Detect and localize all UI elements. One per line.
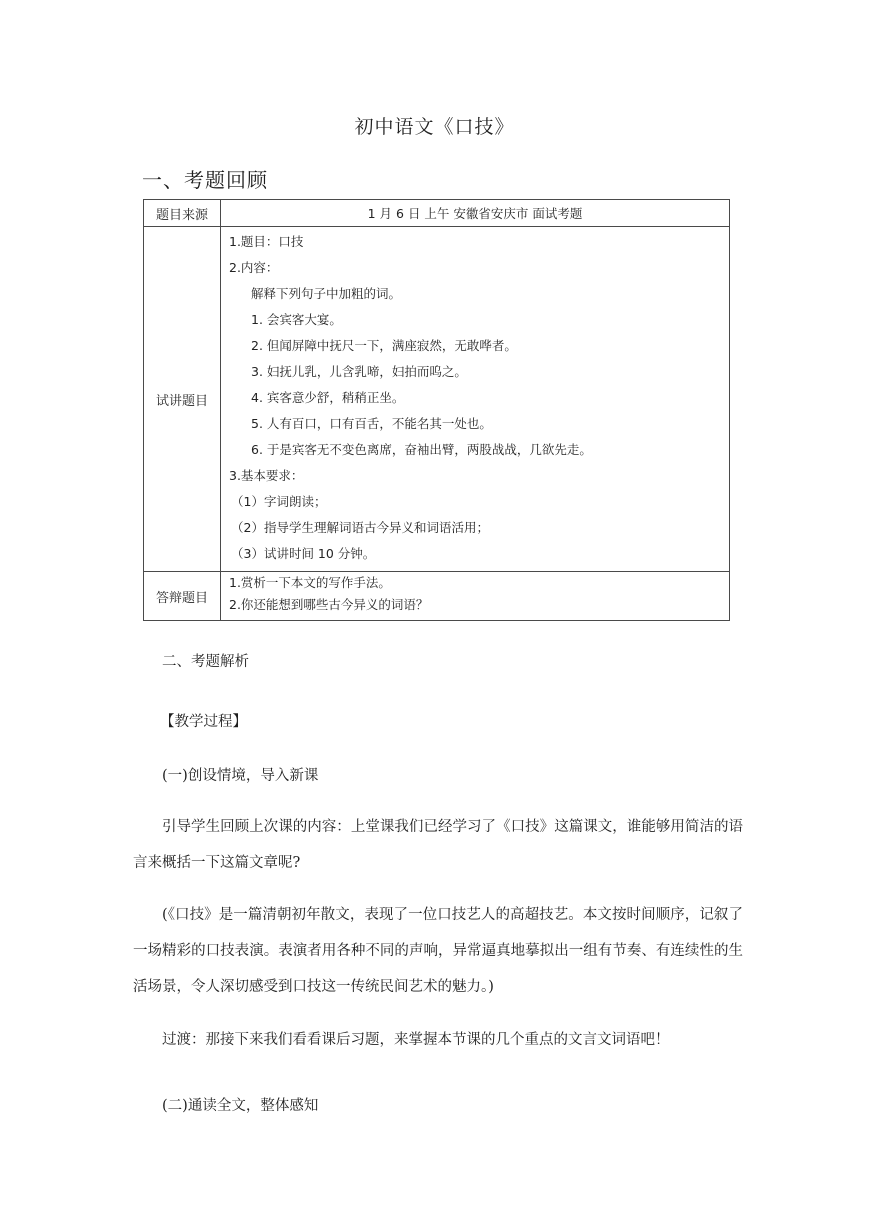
lecture-line: 3. 妇抚儿乳，儿含乳啼，妇拍而呜之。 <box>251 364 467 379</box>
lecture-line: 1. 会宾客大宴。 <box>251 312 342 327</box>
lecture-line: （1）字词朗读； <box>231 494 327 509</box>
paragraph-one-text: 引导学生回顾上次课的内容：上堂课我们已经学习了《口技》这篇课文，谁能够用简洁的语言来概括一下这篇文章呢? <box>133 819 743 871</box>
lecture-line: 1.题目：口技 <box>229 234 304 249</box>
lecture-line: 5. 人有百口，口有百舌，不能名其一处也。 <box>251 416 492 431</box>
paragraph-two-text: (《口技》是一篇清朝初年散文，表现了一位口技艺人的高超技艺。本文按时间顺序，记叙了一场精彩的口技表演。表演者用各种不同的声响，异常逼真地摹拟出一组有节奏、有连续性的生活场景，令人深切感受到口技这一传统民间艺术的魅力。) <box>133 907 743 995</box>
lecture-line: 3.基本要求： <box>229 468 304 483</box>
source-label: 题目来源 <box>144 200 221 227</box>
document-title: 初中语文《口技》 <box>354 116 515 138</box>
defense-label: 答辩题目 <box>144 572 221 621</box>
section-one-heading: 一、考题回顾 <box>142 168 268 192</box>
paragraph-three-text: 过渡：那接下来我们看看课后习题，来掌握本节课的几个重点的文言文词语吧！ <box>162 1032 670 1048</box>
lecture-line: 6. 于是宾客无不变色离席，奋袖出臂，两股战战，几欲先走。 <box>251 442 592 457</box>
lecture-line: （3）试讲时间 10 分钟。 <box>231 546 376 561</box>
lecture-line: 4. 宾客意少舒，稍稍正坐。 <box>251 390 405 405</box>
exam-info-table <box>143 199 730 621</box>
lecture-line: （2）指导学生理解词语古今异义和词语活用； <box>231 520 489 535</box>
source-row <box>144 200 730 227</box>
defense-line: 1.赏析一下本文的写作手法。 <box>229 575 391 590</box>
teaching-process-heading: 【教学过程】 <box>160 714 247 730</box>
lecture-content <box>221 227 730 572</box>
lecture-row <box>144 227 730 572</box>
step-two-heading: (二)通读全文，整体感知 <box>162 1098 319 1114</box>
source-value: 1 月 6 日 上午 安徽省安庆市 面试考题 <box>221 200 730 227</box>
defense-line: 2.你还能想到哪些古今异义的词语？ <box>229 597 429 612</box>
paragraph-two <box>133 897 743 1005</box>
defense-row <box>144 572 730 621</box>
lecture-label: 试讲题目 <box>144 227 221 572</box>
section-two-heading: 二、考题解析 <box>162 654 249 670</box>
paragraph-three <box>133 1022 743 1058</box>
step-one-heading: (一)创设情境，导入新课 <box>162 768 319 784</box>
lecture-line: 解释下列句子中加粗的词。 <box>251 286 402 301</box>
lecture-line: 2.内容： <box>229 260 279 275</box>
paragraph-one <box>133 809 743 881</box>
defense-content <box>221 572 730 621</box>
lecture-line: 2. 但闻屏障中抚尺一下，满座寂然，无敢哗者。 <box>251 338 517 353</box>
